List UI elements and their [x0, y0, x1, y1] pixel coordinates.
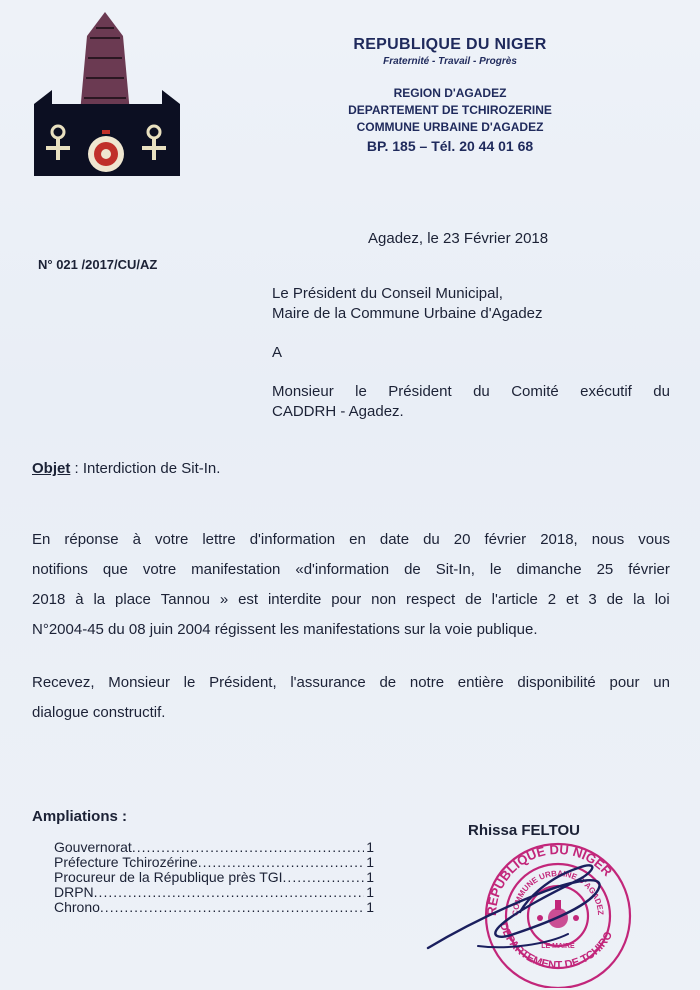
ampliation-item	[54, 840, 374, 855]
sender-block	[272, 284, 543, 324]
closing-paragraph	[32, 668, 670, 728]
stamp-bottom-text: DEPARTEMENT DE TCHIRO	[497, 921, 616, 972]
ampliation-count: 1	[366, 884, 374, 900]
subject-label: Objet	[32, 460, 71, 477]
commune-line: COMMUNE URBAINE D'AGADEZ	[356, 120, 544, 134]
ampliation-item	[54, 870, 374, 885]
recipient-word: Comité	[511, 383, 559, 400]
ampliation-count: 1	[366, 899, 374, 915]
ampliation-label: Préfecture Tchirozérine	[54, 854, 198, 870]
body-line: notifions que votre manifestation «d'information de Sit-In, le dimanche 25 février	[32, 561, 670, 578]
agadez-mosque-logo	[30, 8, 180, 183]
body-paragraph	[32, 525, 670, 645]
ampliation-label: Procureur de la République près TGI	[54, 869, 283, 885]
recipient-word: le	[355, 383, 367, 400]
sender-line: Maire de la Commune Urbaine d'Agadez	[272, 305, 543, 322]
ampliations-title: Ampliations :	[32, 808, 128, 825]
recipient-word: Monsieur	[272, 383, 334, 400]
recipient-word: du	[653, 383, 670, 400]
ampliation-item	[54, 900, 374, 915]
subject-line	[32, 460, 220, 477]
ampliation-count: 1	[366, 869, 374, 885]
body-line: dialogue constructif.	[32, 704, 166, 721]
ampliation-item	[54, 855, 374, 870]
stamp-outer-text: REPUBLIQUE DU NIGER	[483, 841, 616, 917]
ampliation-label: Gouvernorat	[54, 839, 132, 855]
body-line: 2018 à la place Tannou » est interdite pour non respect de l'article 2 et 3 de la loi	[32, 591, 670, 608]
country-title: REPUBLIQUE DU NIGER	[353, 36, 547, 53]
reference-number: N° 021 /2017/CU/AZ	[38, 257, 158, 272]
ampliation-item	[54, 885, 374, 900]
recipient-block	[272, 382, 670, 422]
contact-line: BP. 185 – Tél. 20 44 01 68	[366, 138, 534, 154]
letter-date: Agadez, le 23 Février 2018	[368, 230, 549, 247]
national-motto: Fraternité - Travail - Progrès	[383, 56, 517, 67]
region-line: REGION D'AGADEZ	[393, 86, 507, 100]
subject-text: : Interdiction de Sit-In.	[70, 460, 221, 477]
department-line: DEPARTEMENT DE TCHIROZERINE	[348, 103, 552, 117]
letterhead	[300, 36, 600, 154]
ampliation-count: 1	[366, 839, 374, 855]
to-prefix: A	[272, 344, 283, 361]
recipient-word: exécutif	[580, 383, 632, 400]
ampliations-list	[54, 840, 374, 915]
stamp-inner-text: COMMUNE URBAINE D'AGADEZ	[510, 868, 606, 917]
ampliation-count: 1	[366, 854, 374, 870]
recipient-line	[272, 382, 670, 402]
stamp-center-label: LE MAIRE	[541, 943, 575, 950]
body-line: N°2004-45 du 08 juin 2004 régissent les manifestations sur la voie publique.	[32, 621, 538, 638]
recipient-word: du	[473, 383, 490, 400]
signer-name: Rhissa FELTOU	[468, 822, 580, 839]
body-line: Recevez, Monsieur le Président, l'assurance de notre entière disponibilité pour un	[32, 674, 670, 691]
ampliation-label: DRPN	[54, 884, 94, 900]
sender-line: Le Président du Conseil Municipal,	[272, 285, 503, 302]
recipient-line: CADDRH - Agadez.	[272, 403, 404, 420]
handwritten-signature	[418, 850, 628, 960]
ampliation-label: Chrono	[54, 899, 100, 915]
body-line: En réponse à votre lettre d'information en date du 20 février 2018, nous vous	[32, 531, 670, 548]
recipient-word: Président	[388, 383, 452, 400]
